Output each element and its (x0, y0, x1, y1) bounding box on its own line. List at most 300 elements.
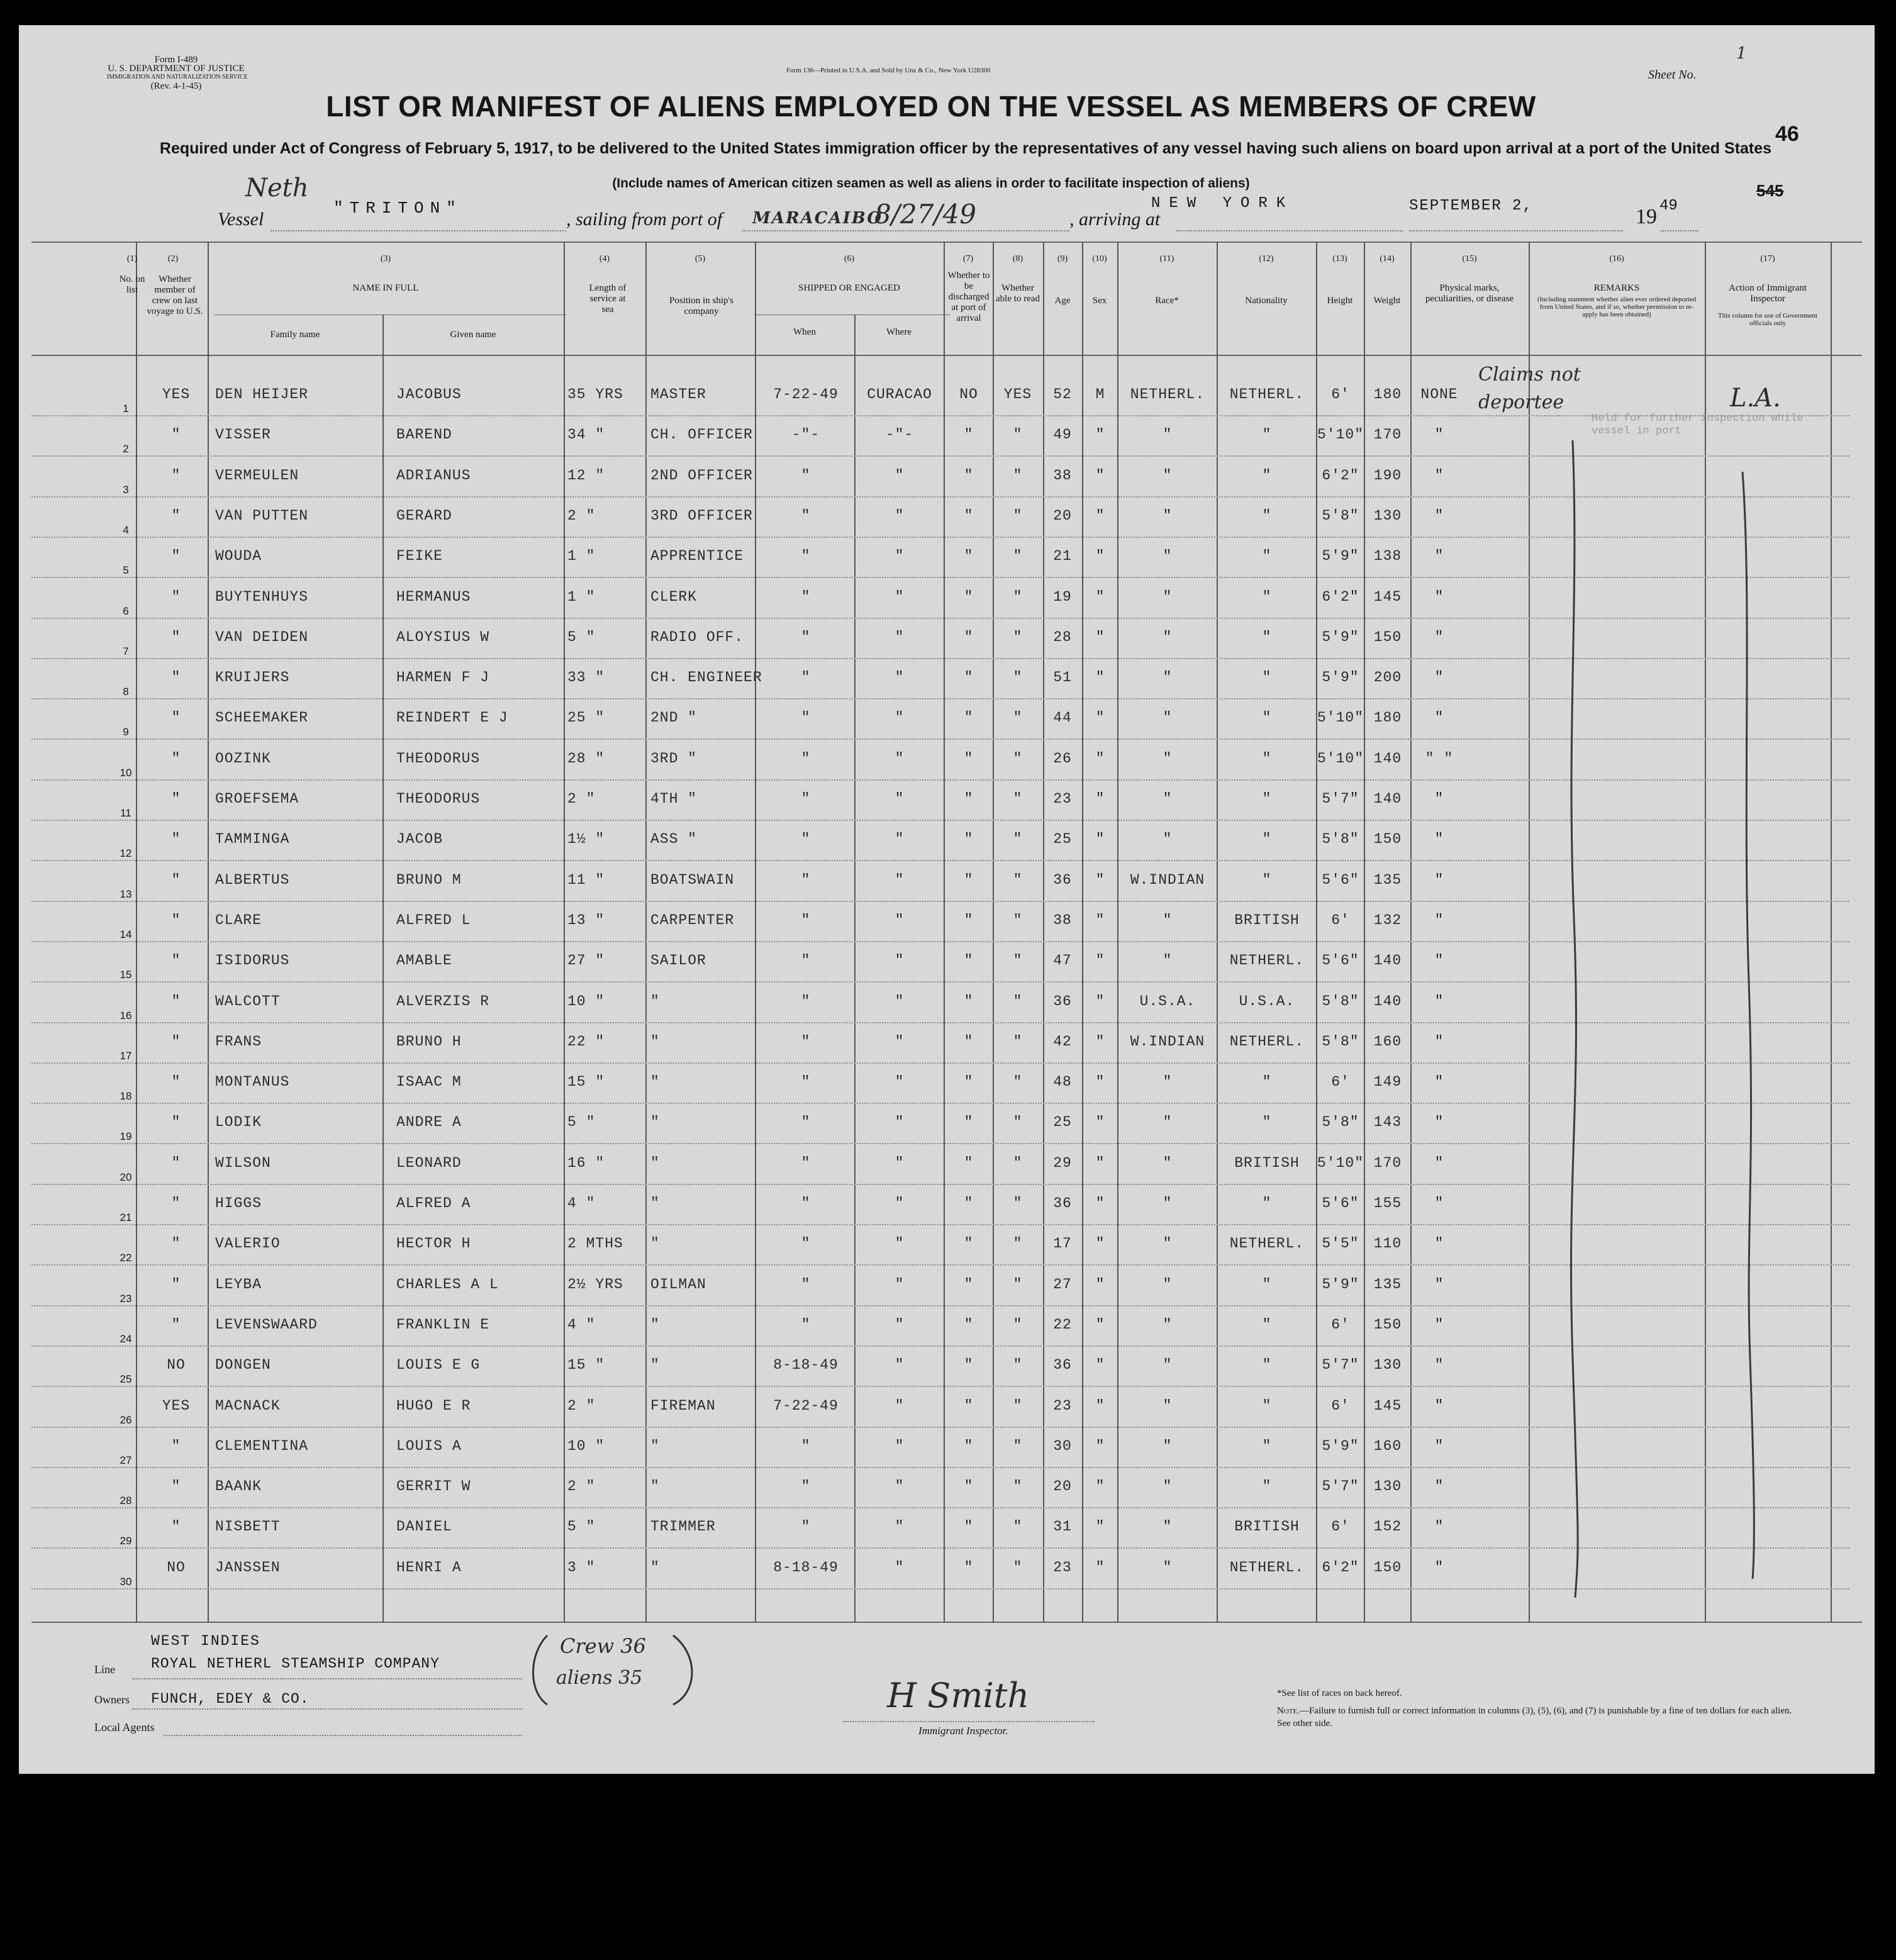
cell-marks: " (1434, 588, 1444, 605)
cell-service: 22 " (567, 1033, 605, 1050)
cell-where: -"- (885, 426, 914, 443)
cell-disch: NO (959, 386, 978, 403)
action-annotation: L.A. (1730, 384, 1781, 413)
cell-prev: " (171, 1033, 181, 1050)
cell-position: " (650, 1154, 660, 1171)
cell-read: " (1013, 628, 1023, 645)
cell-age: 23 (1053, 791, 1072, 807)
cell-weight: 170 (1373, 1154, 1402, 1171)
cell-weight: 140 (1373, 993, 1402, 1010)
cell-given: HENRI A (396, 1559, 462, 1576)
cell-family: GROEFSEMA (215, 791, 299, 807)
cell-position: " (650, 993, 660, 1010)
cell-sex: " (1095, 791, 1105, 807)
row-number: 11 (120, 807, 131, 819)
cell-sex: M (1095, 386, 1105, 403)
cell-sex: " (1095, 952, 1105, 969)
cell-marks: " (1434, 1518, 1444, 1535)
cell-family: ALBERTUS (215, 871, 290, 888)
cell-service: 2 " (567, 791, 596, 807)
col-5-label: Position in ship's company (669, 296, 733, 316)
cell-disch: " (964, 1276, 974, 1293)
cell-weight: 140 (1373, 952, 1402, 969)
row-number: 9 (123, 726, 129, 738)
cell-position: " (650, 1478, 660, 1495)
col-8-num: (8) (1012, 254, 1023, 264)
cell-given: HUGO E R (396, 1397, 471, 1414)
cell-height: 6' (1331, 1518, 1350, 1535)
cell-read: " (1013, 710, 1023, 727)
cell-position: ASS " (650, 831, 698, 848)
cell-family: VALERIO (215, 1235, 281, 1252)
cell-service: 33 " (567, 669, 605, 686)
cell-age: 47 (1053, 952, 1072, 969)
cell-nat: " (1262, 1397, 1272, 1414)
cell-disch: " (964, 467, 974, 484)
cell-weight: 160 (1373, 1033, 1402, 1050)
form-number: Form I-489 (154, 55, 198, 65)
sheet-label: Sheet No. (1648, 68, 1697, 82)
cell-weight: 135 (1373, 1276, 1402, 1293)
col-17-num: (17) (1760, 254, 1775, 264)
cell-family: SCHEEMAKER (215, 710, 309, 727)
cell-race: " (1163, 710, 1173, 727)
cell-nat: " (1262, 1437, 1272, 1454)
cell-given: ADRIANUS (396, 467, 471, 484)
cell-disch: " (964, 1195, 974, 1211)
cell-when: " (801, 1154, 811, 1171)
row-number: 2 (123, 443, 129, 455)
row-number: 15 (120, 969, 132, 981)
owners-label: Owners (94, 1693, 130, 1706)
cell-marks: " (1434, 871, 1444, 888)
cell-family: VISSER (215, 426, 271, 443)
cell-position: CARPENTER (650, 911, 735, 928)
cell-height: 5'8" (1322, 1114, 1359, 1131)
cell-marks: " (1434, 791, 1444, 807)
cell-given: BAREND (396, 426, 452, 443)
cell-read: " (1013, 548, 1023, 565)
cell-read: " (1013, 911, 1023, 928)
crew-count-note (528, 1629, 717, 1711)
sailing-label: , sailing from port of (566, 209, 723, 230)
cell-age: 42 (1053, 1033, 1072, 1050)
cell-weight: 150 (1373, 831, 1402, 848)
cell-disch: " (964, 1559, 974, 1576)
cell-read: " (1013, 1276, 1023, 1293)
cell-nat: " (1262, 507, 1272, 524)
cell-when: 7-22-49 (773, 1397, 839, 1414)
cell-weight: 190 (1373, 467, 1402, 484)
cell-marks: " (1434, 1478, 1444, 1495)
cell-service: 13 " (567, 911, 605, 928)
cell-given: THEODORUS (396, 791, 481, 807)
col-11-num: (11) (1159, 254, 1174, 264)
col-14-label: Weight (1373, 296, 1401, 306)
cell-read: " (1013, 1154, 1023, 1171)
cell-given: REINDERT E J (396, 710, 508, 727)
cell-height: 5'9" (1322, 548, 1359, 565)
cell-given: AMABLE (396, 952, 452, 969)
cell-age: 31 (1053, 1518, 1072, 1535)
cell-race: " (1163, 548, 1173, 565)
cell-sex: " (1095, 1154, 1105, 1171)
cell-family: WOUDA (215, 548, 262, 565)
cell-position: " (650, 1316, 660, 1333)
cell-given: JACOBUS (396, 386, 462, 403)
cell-prev: " (171, 507, 181, 524)
cell-age: 30 (1053, 1437, 1072, 1454)
cell-race: " (1163, 1195, 1173, 1211)
cell-weight: 130 (1373, 1357, 1402, 1374)
cell-family: LEYBA (215, 1276, 262, 1293)
cell-service: 4 " (567, 1316, 596, 1333)
cell-sex: " (1095, 911, 1105, 928)
cell-weight: 150 (1373, 1316, 1402, 1333)
cell-given: ALVERZIS R (396, 993, 490, 1010)
cell-when: " (801, 1437, 811, 1454)
cell-service: 34 " (567, 426, 605, 443)
cell-when: " (801, 669, 811, 686)
col-17-label: Action of Immigrant Inspector (1728, 283, 1807, 304)
arriving-label: , arriving at (1069, 209, 1161, 230)
cell-where: " (895, 669, 905, 686)
cell-service: 10 " (567, 1437, 605, 1454)
cell-nat: " (1262, 1276, 1272, 1293)
cell-position: MASTER (650, 386, 706, 403)
cell-age: 17 (1053, 1235, 1072, 1252)
cell-marks: " (1434, 993, 1444, 1010)
row-number: 16 (120, 1009, 132, 1022)
cell-disch: " (964, 1397, 974, 1414)
cell-prev: " (171, 911, 181, 928)
cell-age: 19 (1053, 588, 1072, 605)
cell-family: BUYTENHUYS (215, 588, 309, 605)
cell-marks: " (1434, 1316, 1444, 1333)
col-11-label: Race* (1155, 296, 1179, 306)
cell-read: " (1013, 1559, 1023, 1576)
cell-where: " (895, 831, 905, 848)
col-10-label: Sex (1092, 296, 1107, 306)
cell-where: " (895, 710, 905, 727)
sheet-number: 1 (1736, 44, 1747, 63)
cell-marks: " (1434, 831, 1444, 848)
cell-marks: " (1434, 1559, 1444, 1576)
cell-when: 7-22-49 (773, 386, 839, 403)
cell-sex: " (1095, 588, 1105, 605)
col-13-label: Height (1327, 296, 1353, 306)
cell-when: " (801, 911, 811, 928)
cell-family: LODIK (215, 1114, 262, 1131)
cell-marks: " (1434, 952, 1444, 969)
cell-marks: " (1434, 426, 1444, 443)
cell-height: 5'8" (1322, 831, 1359, 848)
cell-prev: " (171, 548, 181, 565)
cell-when: " (801, 710, 811, 727)
cell-disch: " (964, 426, 974, 443)
vessel-note: Neth (245, 174, 309, 203)
cell-sex: " (1095, 1357, 1105, 1374)
cell-family: KRUIJERS (215, 669, 290, 686)
cell-where: " (895, 1518, 905, 1535)
cell-position: 4TH " (650, 791, 698, 807)
cell-disch: " (964, 952, 974, 969)
cell-race: " (1163, 1478, 1173, 1495)
owners-value: FUNCH, EDEY & CO. (151, 1691, 309, 1707)
cell-nat: " (1262, 1478, 1272, 1495)
cell-where: " (895, 588, 905, 605)
cell-height: 5'7" (1322, 1357, 1359, 1374)
cell-age: 29 (1053, 1154, 1072, 1171)
alien-count: aliens 35 (556, 1667, 643, 1689)
cell-position: " (650, 1357, 660, 1374)
cell-prev: " (171, 791, 181, 807)
cell-sex: " (1095, 426, 1105, 443)
row-number: 17 (120, 1049, 132, 1062)
vessel-name: "TRITON" (333, 199, 462, 218)
col-16-label: REMARKS (1593, 283, 1640, 293)
cell-service: 3 " (567, 1559, 596, 1576)
cell-weight: 149 (1373, 1074, 1402, 1091)
cell-prev: " (171, 1518, 181, 1535)
cell-family: VAN DEIDEN (215, 628, 309, 645)
cell-read: " (1013, 1437, 1023, 1454)
cell-race: " (1163, 588, 1173, 605)
local-agents-label: Local Agents (94, 1721, 155, 1734)
cell-marks: " (1434, 467, 1444, 484)
cell-weight: 145 (1373, 588, 1402, 605)
cell-given: HERMANUS (396, 588, 471, 605)
cell-service: 16 " (567, 1154, 605, 1171)
cell-given: BRUNO H (396, 1033, 462, 1050)
cell-nat: BRITISH (1234, 1518, 1300, 1535)
cell-given: ISAAC M (396, 1074, 462, 1091)
cell-where: " (895, 1195, 905, 1211)
cell-family: MACNACK (215, 1397, 281, 1414)
cell-family: BAANK (215, 1478, 262, 1495)
cell-age: 38 (1053, 467, 1072, 484)
cell-height: 5'8" (1322, 507, 1359, 524)
cell-where: " (895, 1276, 905, 1293)
cell-sex: " (1095, 548, 1105, 565)
cell-position: RADIO OFF. (650, 628, 744, 645)
cell-family: FRANS (215, 1033, 262, 1050)
cell-when: " (801, 1478, 811, 1495)
cell-race: " (1163, 467, 1173, 484)
arrival-date: SEPTEMBER 2, (1409, 198, 1533, 214)
cell-read: " (1013, 1114, 1023, 1131)
note-text: —Failure to furnish full or correct information in columns (3), (5), (6), and (7) is punishable by a fine of ten dollars for each alien. See other side. (1277, 1706, 1792, 1729)
cell-prev: YES (162, 1397, 191, 1414)
cell-given: JACOB (396, 831, 443, 848)
row-number: 27 (120, 1454, 132, 1466)
cell-sex: " (1095, 871, 1105, 888)
struck-number: 545 (1756, 181, 1784, 200)
cell-when: " (801, 628, 811, 645)
col-12-label: Nationality (1245, 296, 1288, 306)
cell-prev: " (171, 1437, 181, 1454)
cell-weight: 180 (1373, 386, 1402, 403)
cell-read: " (1013, 588, 1023, 605)
cell-nat: " (1262, 467, 1272, 484)
row-number: 14 (120, 928, 132, 940)
cell-height: 5'7" (1322, 791, 1359, 807)
cell-race: " (1163, 1154, 1173, 1171)
printer-note: Form 136—Printed in U.S.A. and Sold by Unz & Co., New York U28300 (786, 67, 991, 74)
cell-disch: " (964, 507, 974, 524)
manifest-sheet (19, 25, 1875, 1774)
cell-race: U.S.A. (1139, 993, 1196, 1010)
cell-position: FIREMAN (650, 1397, 716, 1414)
cell-service: 2 " (567, 1478, 596, 1495)
col-16-num: (16) (1609, 254, 1624, 264)
cell-nat: BRITISH (1234, 911, 1300, 928)
cell-position: CH. ENGINEER (650, 669, 762, 686)
cell-disch: " (964, 911, 974, 928)
cell-nat: " (1262, 588, 1272, 605)
col-1-label: No. on list (119, 274, 145, 295)
cell-where: " (895, 871, 905, 888)
cell-family: TAMMINGA (215, 831, 290, 848)
cell-service: 4 " (567, 1195, 596, 1211)
cell-read: " (1013, 1518, 1023, 1535)
cell-disch: " (964, 1316, 974, 1333)
note-label: Note. (1277, 1706, 1300, 1716)
cell-weight: 135 (1373, 871, 1402, 888)
cell-weight: 145 (1373, 1397, 1402, 1414)
form-id-block (107, 55, 248, 91)
cell-race: " (1163, 1397, 1173, 1414)
cell-race: " (1163, 628, 1173, 645)
cell-marks: " (1434, 1276, 1444, 1293)
cell-when: " (801, 791, 811, 807)
cell-service: 5 " (567, 628, 596, 645)
cell-read: YES (1003, 386, 1032, 403)
cell-weight: 170 (1373, 426, 1402, 443)
cell-when: " (801, 1235, 811, 1252)
cell-age: 44 (1053, 710, 1072, 727)
cell-prev: " (171, 1316, 181, 1333)
cell-when: " (801, 993, 811, 1010)
cell-marks: " (1434, 1154, 1444, 1171)
cell-service: 27 " (567, 952, 605, 969)
cell-disch: " (964, 750, 974, 767)
cell-age: 51 (1053, 669, 1072, 686)
cell-prev: " (171, 1195, 181, 1211)
row-number: 10 (120, 766, 132, 779)
crew-count: Crew 36 (560, 1634, 646, 1658)
cell-weight: 130 (1373, 507, 1402, 524)
sailing-date: 8/27/49 (874, 199, 976, 230)
cell-race: " (1163, 1559, 1173, 1576)
cell-read: " (1013, 831, 1023, 848)
cell-given: LOUIS E G (396, 1357, 481, 1374)
cell-weight: 180 (1373, 710, 1402, 727)
cell-read: " (1013, 993, 1023, 1010)
cell-family: CLEMENTINA (215, 1437, 309, 1454)
row-number: 4 (123, 523, 129, 536)
col-1-num: (1) (126, 254, 138, 264)
col-16-sublabel: (Including statement whether alien ever ordered deported from United States, and if so, whether permission to re-apply has been obtained) (1537, 296, 1697, 318)
row-number: 23 (120, 1292, 132, 1305)
col-3-label: NAME IN FULL (352, 283, 419, 293)
remarks-pen-lines (1529, 415, 1843, 1623)
row-number: 7 (123, 645, 129, 657)
cell-when: " (801, 831, 811, 848)
row-number: 29 (120, 1535, 132, 1547)
cell-prev: YES (162, 386, 191, 403)
cell-read: " (1013, 1316, 1023, 1333)
cell-height: 5'9" (1322, 1437, 1359, 1454)
cell-where: " (895, 1437, 905, 1454)
page-instruction: (Include names of American citizen seamen as well as aliens in order to facilitate inspection of aliens) (612, 176, 1250, 191)
cell-prev: NO (167, 1559, 186, 1576)
cell-read: " (1013, 750, 1023, 767)
row-number: 24 (120, 1332, 132, 1345)
cell-disch: " (964, 628, 974, 645)
cell-marks: " (1434, 548, 1444, 565)
cell-height: 5'10" (1317, 426, 1364, 443)
cell-weight: 150 (1373, 628, 1402, 645)
cell-where: " (895, 750, 905, 767)
cell-height: 5'10" (1317, 710, 1364, 727)
cell-prev: " (171, 871, 181, 888)
row-number: 1 (123, 403, 129, 415)
cell-marks: " (1434, 911, 1444, 928)
cell-prev: " (171, 710, 181, 727)
row-number: 26 (120, 1413, 132, 1426)
cell-race: " (1163, 1357, 1173, 1374)
cell-age: 36 (1053, 1195, 1072, 1211)
cell-given: CHARLES A L (396, 1276, 499, 1293)
cell-prev: " (171, 669, 181, 686)
cell-given: HECTOR H (396, 1235, 471, 1252)
cell-weight: 155 (1373, 1195, 1402, 1211)
cell-family: MONTANUS (215, 1074, 290, 1091)
cell-service: 2 MTHS (567, 1235, 623, 1252)
cell-weight: 200 (1373, 669, 1402, 686)
row-number: 22 (120, 1252, 132, 1264)
row-number: 3 (123, 483, 129, 496)
cell-read: " (1013, 1033, 1023, 1050)
cell-position: 2ND OFFICER (650, 467, 753, 484)
cell-where: " (895, 507, 905, 524)
cell-family: VERMEULEN (215, 467, 299, 484)
cell-position: " (650, 1559, 660, 1576)
cell-service: 1 " (567, 588, 596, 605)
cell-marks: NONE (1420, 386, 1458, 403)
col-3-given-label: Given name (450, 330, 496, 340)
cell-prev: " (171, 1114, 181, 1131)
row-number: 25 (120, 1373, 132, 1386)
cell-disch: " (964, 710, 974, 727)
cell-sex: " (1095, 1033, 1105, 1050)
cell-service: 12 " (567, 467, 605, 484)
faded-stamp: Held for further inspection while vessel in port (1592, 413, 1804, 437)
cell-sex: " (1095, 1478, 1105, 1495)
cell-height: 6'2" (1322, 467, 1359, 484)
cell-height: 5'10" (1317, 1154, 1364, 1171)
cell-race: W.INDIAN (1130, 871, 1205, 888)
cell-nat: " (1262, 871, 1272, 888)
cell-when: 8-18-49 (773, 1357, 839, 1374)
cell-height: 6' (1331, 911, 1350, 928)
cell-height: 5'5" (1322, 1235, 1359, 1252)
cell-sex: " (1095, 1114, 1105, 1131)
cell-service: 5 " (567, 1114, 596, 1131)
col-4-num: (4) (599, 254, 610, 264)
cell-sex: " (1095, 628, 1105, 645)
